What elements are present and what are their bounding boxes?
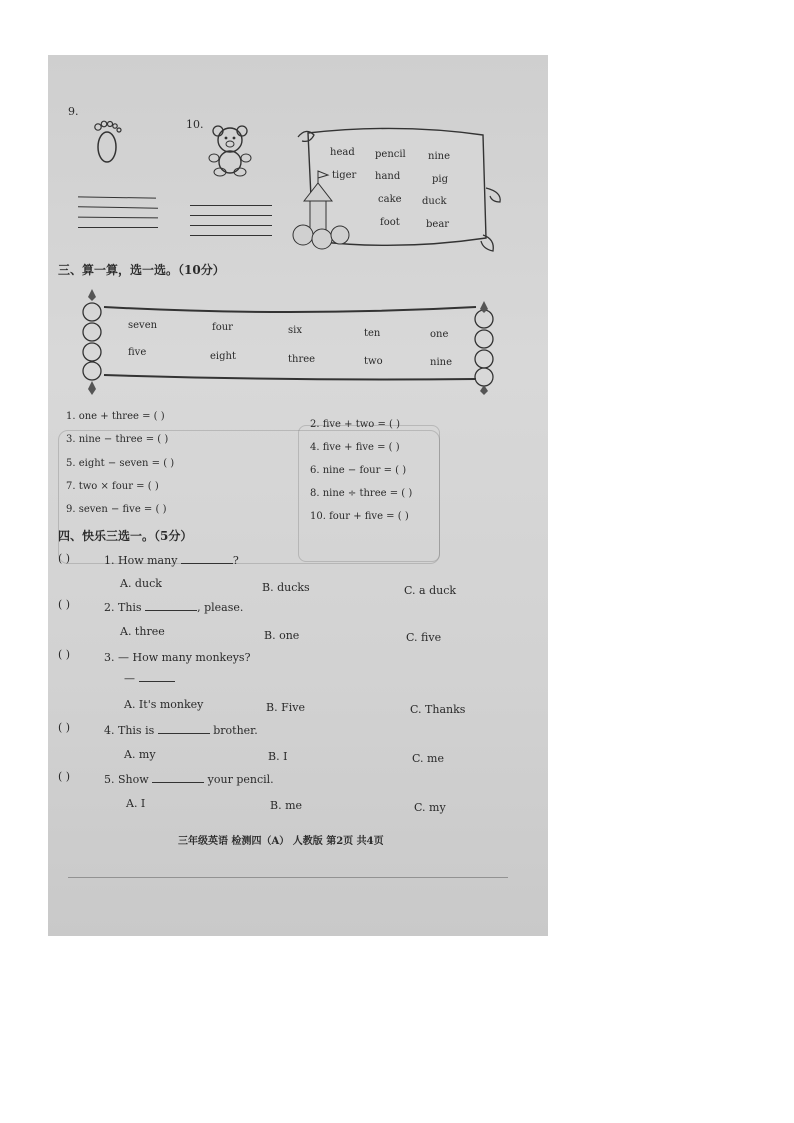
banner-word: three — [288, 354, 316, 365]
math-item: 1. one + three = ( ) — [66, 411, 165, 422]
answer-paren[interactable]: ( ) — [58, 648, 71, 661]
word-box-word: nine — [428, 151, 450, 162]
option-a: A. my — [124, 748, 156, 761]
item-number-10: 10. — [186, 118, 204, 131]
question-stem: 1. How many ? — [104, 554, 239, 567]
option-b: B. one — [264, 629, 300, 642]
question-stem: 5. Show your pencil. — [104, 773, 274, 786]
word-box-word: head — [330, 147, 355, 158]
option-a: A. three — [120, 625, 165, 638]
option-c: C. me — [412, 752, 444, 765]
math-item: 2. five + two = ( ) — [310, 419, 401, 430]
word-box-word: bear — [426, 219, 450, 230]
footprint-icon — [90, 119, 124, 167]
banner-word: six — [288, 325, 302, 336]
banner-word: four — [212, 322, 233, 333]
option-c: C. my — [414, 801, 446, 814]
answer-paren[interactable]: ( ) — [58, 598, 71, 611]
banner-word: ten — [364, 328, 381, 339]
option-c: C. Thanks — [410, 703, 466, 716]
answer-paren[interactable]: ( ) — [58, 552, 71, 565]
writing-line — [190, 235, 272, 236]
answer-paren[interactable]: ( ) — [58, 770, 71, 783]
question-stem: 2. This , please. — [104, 601, 244, 614]
math-item: 10. four + five = ( ) — [310, 511, 409, 522]
answer-paren[interactable]: ( ) — [58, 721, 71, 734]
writing-line — [78, 217, 158, 219]
teddy-bear-icon — [206, 123, 256, 177]
math-item: 3. nine − three = ( ) — [66, 434, 169, 445]
option-c: C. five — [406, 631, 442, 644]
section-four-title: 四、快乐三选一。（5分） — [58, 529, 193, 543]
banner-word: five — [128, 347, 147, 358]
math-item: 9. seven − five = ( ) — [66, 504, 167, 515]
banner-word: nine — [430, 357, 452, 368]
word-box-word: pig — [432, 174, 449, 185]
banner-word: eight — [210, 351, 236, 362]
math-item: 7. two × four = ( ) — [66, 481, 159, 492]
option-b: B. I — [268, 750, 288, 763]
answer-blank[interactable] — [139, 672, 175, 682]
writing-line — [78, 227, 158, 228]
question-stem: 4. This is brother. — [104, 724, 258, 737]
writing-line — [190, 225, 272, 226]
worksheet-photo — [48, 55, 548, 936]
writing-line — [78, 206, 158, 208]
answer-blank[interactable] — [181, 554, 233, 564]
writing-line — [190, 205, 272, 206]
option-a: A. It's monkey — [124, 698, 204, 711]
word-box-word: cake — [378, 194, 402, 205]
option-c: C. a duck — [404, 584, 457, 597]
math-item: 6. nine − four = ( ) — [310, 465, 407, 476]
answer-blank[interactable] — [158, 724, 210, 734]
scroll-frame — [288, 123, 508, 263]
number-banner — [70, 287, 510, 397]
banner-word: seven — [128, 320, 158, 331]
word-box-word: pencil — [375, 149, 406, 160]
option-b: B. Five — [266, 701, 305, 714]
option-b: B. ducks — [262, 581, 310, 594]
writing-line — [190, 215, 272, 216]
page-footer: 三年级英语 检测四（A） 人教版 第2页 共4页 — [178, 836, 384, 847]
item-number-9: 9. — [68, 105, 79, 118]
word-box-word: foot — [380, 217, 400, 228]
option-a: A. I — [126, 797, 146, 810]
writing-line — [78, 196, 156, 198]
answer-blank[interactable] — [145, 601, 197, 611]
banner-word: two — [364, 356, 383, 367]
option-b: B. me — [270, 799, 303, 812]
banner-word: one — [430, 329, 449, 340]
answer-blank[interactable] — [152, 773, 204, 783]
answer-dash-line: — — [124, 672, 175, 685]
option-a: A. duck — [120, 577, 162, 590]
math-item: 4. five + five = ( ) — [310, 442, 400, 453]
word-box-word: tiger — [332, 170, 357, 181]
math-item: 5. eight − seven = ( ) — [66, 458, 175, 469]
word-box-word: duck — [422, 196, 447, 207]
section-three-title: 三、算一算，选一选。（10分） — [58, 263, 225, 277]
cut-line — [68, 877, 508, 878]
word-box-word: hand — [375, 171, 401, 182]
math-item: 8. nine ÷ three = ( ) — [310, 488, 413, 499]
question-stem: 3. — How many monkeys? — [104, 651, 251, 664]
